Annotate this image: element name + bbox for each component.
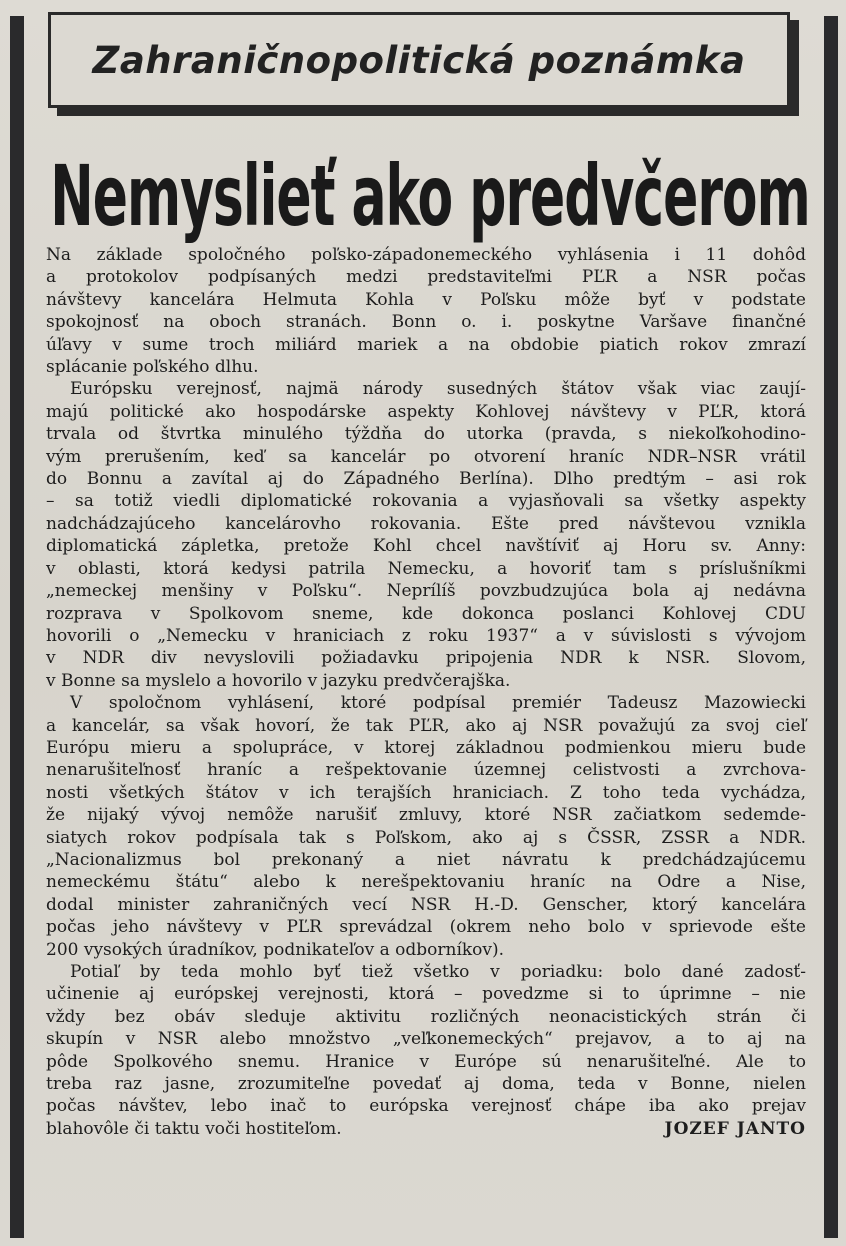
text-line: trvala od štvrtka minulého týždňa do utorka (pravda, s niekoľkohodino- — [46, 424, 806, 445]
text-line: hovorili o „Nemecku v hraniciach z roku 1937“ a v súvislosti s vývojom — [46, 625, 806, 646]
paragraph-4 — [46, 961, 806, 1140]
text-line: počas návštev, lebo inač to európska verejnosť chápe iba ako prejav — [46, 1096, 806, 1117]
text-line: 200 vysokých úradníkov, podnikateľov a odborníkov). — [46, 939, 505, 960]
text-line: skupín v NSR alebo množstvo „veľkonemeckých“ prejavov, a to aj na — [46, 1029, 806, 1050]
text-line: nemeckému štátu“ alebo k nerešpektovaniu hraníc na Odre a Nise, — [46, 872, 806, 893]
text-line: siatych rokov podpísala tak s Poľskom, ako aj s ČSSR, ZSSR a NDR. — [46, 827, 806, 848]
text-line: Potiaľ by teda mohlo byť tiež všetko v poriadku: bolo dané zadosť- — [70, 962, 806, 982]
text-line: nadchádzajúceho kancelárovho rokovania. Ešte pred návštevou vznikla — [46, 513, 806, 534]
text-line: diplomatická zápletka, pretože Kohl chcel navštíviť aj Horu sv. Anny: — [46, 536, 806, 557]
text-line: – sa totiž viedli diplomatické rokovania a vyjasňovali sa všetky aspekty — [46, 491, 806, 512]
text-line: „Nacionalizmus bol prekonaný a niet návratu k predchádzajúcemu — [46, 849, 806, 870]
text-line: v Bonne sa myslelo a hovorilo v jazyku predvčerajška. — [46, 670, 511, 691]
text-line: nenarušiteľnosť hraníc a rešpektovanie územnej celistvosti a zvrchova- — [46, 760, 806, 781]
text-line: pôde Spolkového snemu. Hranice v Európe sú nenarušiteľné. Ale to — [46, 1051, 806, 1072]
text-line: majú politické ako hospodárske aspekty Kohlovej návštevy v PĽR, ktorá — [46, 401, 806, 422]
text-line: splácanie poľského dlhu. — [46, 357, 259, 378]
text-line: spokojnosť na oboch stranách. Bonn o. i. poskytne Varšave finančné — [46, 312, 806, 333]
author-byline: JOZEF JANTO — [664, 1118, 806, 1139]
text-line: a protokolov podpísaných medzi predstaviteľmi PĽR a NSR počas — [46, 267, 806, 288]
headline: Nemyslieť ako predvčerom — [50, 146, 810, 246]
text-line: Európsku verejnosť, najmä národy susedných štátov však viac zaují- — [70, 379, 806, 400]
text-line: blahovôle či taktu voči hostiteľom. — [46, 1118, 342, 1139]
text-line: Európu mieru a spolupráce, v ktorej základnou podmienkou mieru bude — [46, 737, 806, 758]
text-line: úľavy v sume troch miliárd mariek a na obdobie piatich rokov zmrazí — [46, 334, 806, 355]
text-line: do Bonnu a zavítal aj do Západného Berlína). Dlho predtým – asi rok — [46, 469, 806, 490]
closing-line — [46, 1118, 806, 1140]
text-line: „nemeckej menšiny v Poľsku“. Neprílíš povzbudzujúca bola aj nedávna — [46, 581, 806, 602]
paragraph-2 — [46, 378, 806, 692]
text-line: a kancelár, sa však hovorí, že tak PĽR, ako aj NSR považujú za svoj cieľ — [46, 715, 806, 736]
text-line: v NDR div nevyslovili požiadavku pripojenia NDR k NSR. Slovom, — [46, 648, 806, 669]
left-column-rule — [10, 16, 24, 1238]
text-line: nosti všetkých štátov v ich terajších hraniciach. Z toho teda vychádza, — [46, 782, 806, 803]
text-line: dodal minister zahraničných vecí NSR H.-D. Genscher, ktorý kancelára — [46, 894, 806, 915]
paragraph-3 — [46, 692, 806, 961]
text-line: treba raz jasne, zrozumiteľne povedať aj doma, teda v Bonne, nielen — [46, 1074, 806, 1095]
text-line: učinenie aj európskej verejnosti, ktorá – povedzme si to úprimne – nie — [46, 984, 806, 1005]
text-line: návštevy kancelára Helmuta Kohla v Poľsku môže byť v podstate — [46, 289, 806, 310]
text-line: rozprava v Spolkovom sneme, kde dokonca poslanci Kohlovej CDU — [46, 603, 806, 624]
section-kicker: Zahraničnopolitická poznámka — [92, 38, 746, 82]
text-line: vým prerušením, keď sa kancelár po otvorení hraníc NDR–NSR vrátil — [46, 446, 806, 467]
text-line: počas jeho návštevy v PĽR sprevádzal (okrem neho bolo v sprievode ešte — [46, 917, 806, 938]
text-line: Na základe spoločného poľsko-západonemeckého vyhlásenia i 11 dohôd — [46, 245, 806, 265]
text-line: V spoločnom vyhlásení, ktoré podpísal premiér Tadeusz Mazowiecki — [70, 693, 806, 714]
right-column-rule — [824, 16, 838, 1238]
kicker-box — [48, 12, 790, 108]
text-line: že nijaký vývoj nemôže narušiť zmluvy, ktoré NSR začiatkom sedemde- — [46, 805, 806, 826]
article-body — [46, 244, 806, 1140]
text-line: vždy bez obáv sleduje aktivitu rozličných neonacistických strán či — [46, 1006, 806, 1027]
text-line: v oblasti, ktorá kedysi patrila Nemecku, a hovoriť tam s príslušníkmi — [46, 558, 806, 579]
paragraph-1 — [46, 244, 806, 378]
